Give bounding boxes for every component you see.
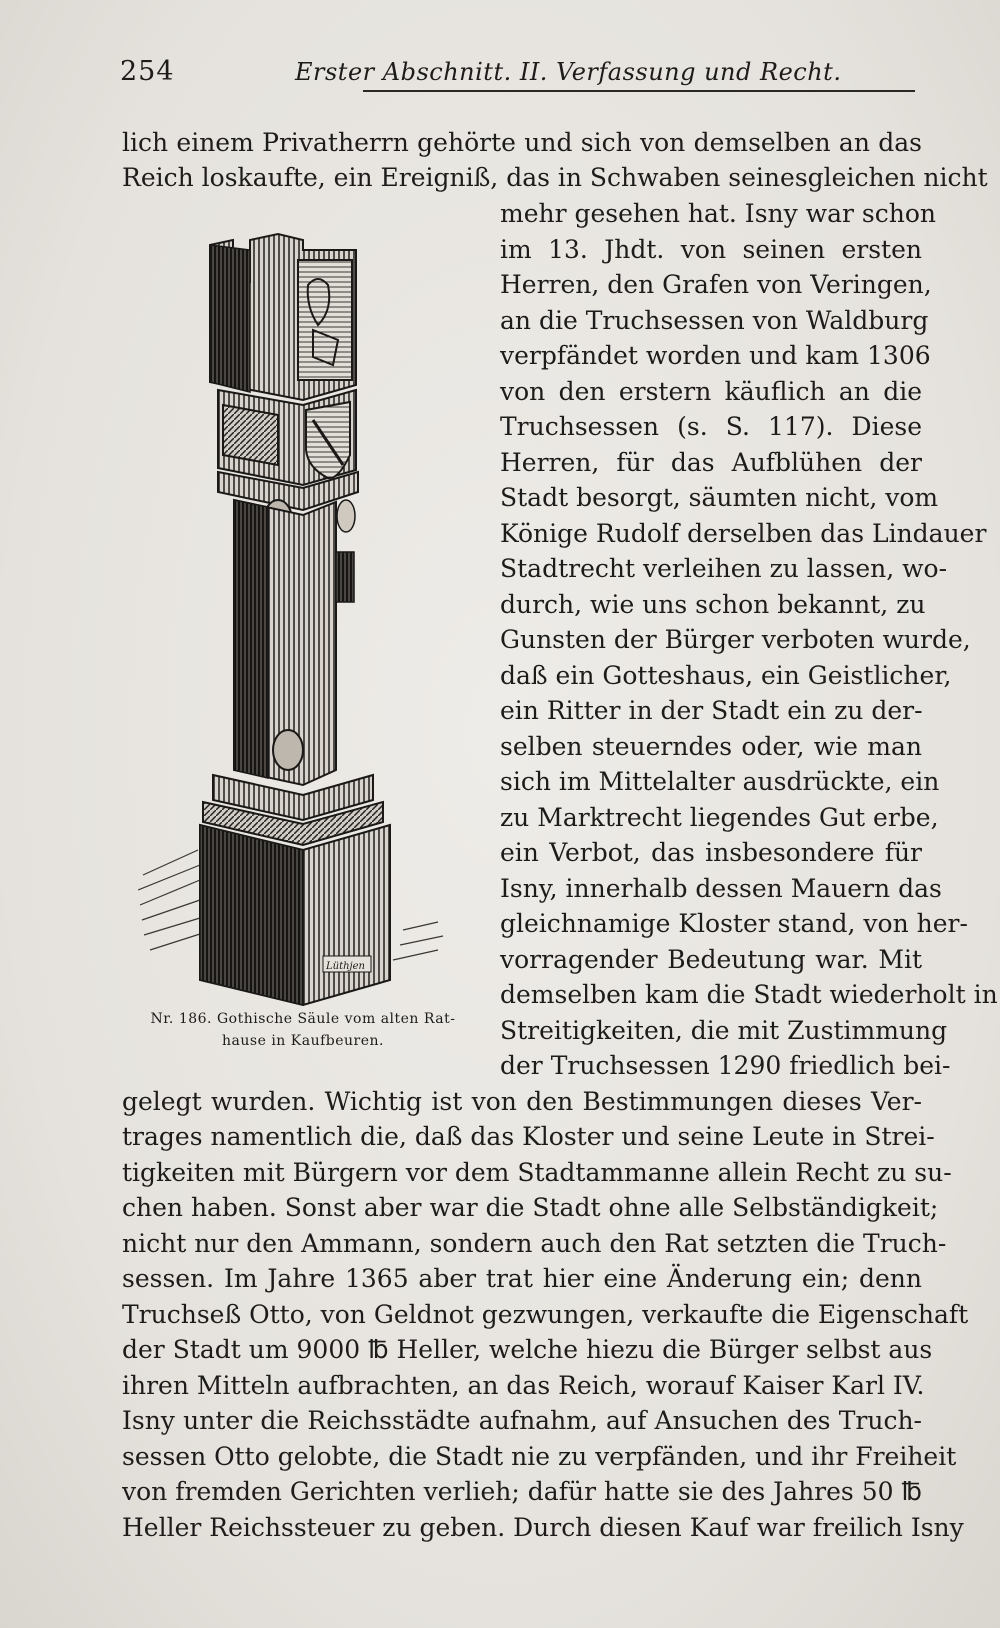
text-line: vorragender Bedeutung war. Mit: [500, 945, 922, 974]
text-line: sich im Mittelalter ausdrückte, ein: [500, 767, 940, 796]
text-line: Reich loskaufte, ein Ereigniß, das in Schwaben seinesgleichen nicht: [122, 163, 988, 192]
text-line: Herren, für das Aufblühen der: [500, 448, 922, 477]
text-line: verpfändet worden und kam 1306: [500, 341, 931, 370]
text-line: gelegt wurden. Wichtig ist von den Bestimmungen dieses Ver-: [122, 1087, 922, 1116]
carved-head-lower: [273, 730, 303, 770]
text-line: der Truchsessen 1290 friedlich bei-: [500, 1051, 951, 1080]
page-header: [120, 52, 920, 92]
figure-caption: [122, 1008, 484, 1052]
text-line: Isny unter die Reichsstädte aufnahm, auf Ansuchen des Truch-: [122, 1406, 922, 1435]
text-line: sessen. Im Jahre 1365 aber trat hier eine Änderung ein; denn: [122, 1264, 922, 1293]
shield-left: [223, 405, 278, 465]
text-line: trages namentlich die, daß das Kloster und seine Leute in Strei-: [122, 1122, 935, 1151]
header-rule: [363, 90, 915, 92]
column-illustration: [138, 210, 468, 1010]
text-line: von den erstern käuflich an die: [500, 377, 922, 406]
text-line: Streitigkeiten, die mit Zustimmung: [500, 1016, 948, 1045]
text-line: Isny, innerhalb dessen Mauern das: [500, 874, 942, 903]
text-line: chen haben. Sonst aber war die Stadt ohne alle Selbständigkeit;: [122, 1193, 939, 1222]
text-line: der Stadt um 9000 ℔ Heller, welche hiezu die Bürger selbst aus: [122, 1335, 933, 1364]
text-line: ein Ritter in der Stadt ein zu der-: [500, 696, 923, 725]
running-head: Erster Abschnitt. II. Verfassung und Recht.: [295, 58, 842, 86]
text-line: Stadtrecht verleihen zu lassen, wo-: [500, 554, 948, 583]
text-line: nicht nur den Ammann, sondern auch den Rat setzten die Truch-: [122, 1229, 947, 1258]
text-line: Truchseß Otto, von Geldnot gezwungen, verkaufte die Eigenschaft: [122, 1300, 969, 1329]
text-line: Heller Reichssteuer zu geben. Durch diesen Kauf war freilich Isny: [122, 1513, 964, 1542]
text-line: zu Marktrecht liegendes Gut erbe,: [500, 803, 939, 832]
text-line: mehr gesehen hat. Isny war schon: [500, 199, 936, 228]
text-line: Gunsten der Bürger verboten wurde,: [500, 625, 971, 654]
text-line: selben steuerndes oder, wie man: [500, 732, 922, 761]
caption-line: Nr. 186. Gothische Säule vom alten Rat-: [150, 1011, 456, 1027]
text-line: ein Verbot, das insbesondere für: [500, 838, 922, 867]
page-number: 254: [120, 56, 175, 87]
text-line: durch, wie uns schon bekannt, zu: [500, 590, 926, 619]
text-line: Stadt besorgt, säumten nicht, vom: [500, 483, 939, 512]
text-line: demselben kam die Stadt wiederholt in: [500, 980, 998, 1009]
text-line: im 13. Jhdt. von seinen ersten: [500, 235, 922, 264]
text-line: an die Truchsessen von Waldburg: [500, 306, 929, 335]
text-line: lich einem Privatherrn gehörte und sich von demselben an das: [122, 128, 922, 157]
text-line: Herren, den Grafen von Veringen,: [500, 270, 932, 299]
artist-signature: Lüthjen: [326, 961, 365, 972]
text-line: ihren Mitteln aufbrachten, an das Reich, worauf Kaiser Karl IV.: [122, 1371, 925, 1400]
text-line: tigkeiten mit Bürgern vor dem Stadtammanne allein Recht zu su-: [122, 1158, 952, 1187]
text-line: daß ein Gotteshaus, ein Geistlicher,: [500, 661, 952, 690]
text-line: von fremden Gerichten verlieh; dafür hatte sie des Jahres 50 ℔: [122, 1477, 922, 1506]
text-line: sessen Otto gelobte, die Stadt nie zu verpfänden, und ihr Freiheit: [122, 1442, 957, 1471]
text-line: gleichnamige Kloster stand, von her-: [500, 909, 968, 938]
gothic-column-engraving: [138, 210, 468, 1010]
text-line: Könige Rudolf derselben das Lindauer: [500, 519, 987, 548]
caption-line: hause in Kaufbeuren.: [222, 1033, 384, 1049]
text-line: Truchsessen (s. S. 117). Diese: [500, 412, 922, 441]
